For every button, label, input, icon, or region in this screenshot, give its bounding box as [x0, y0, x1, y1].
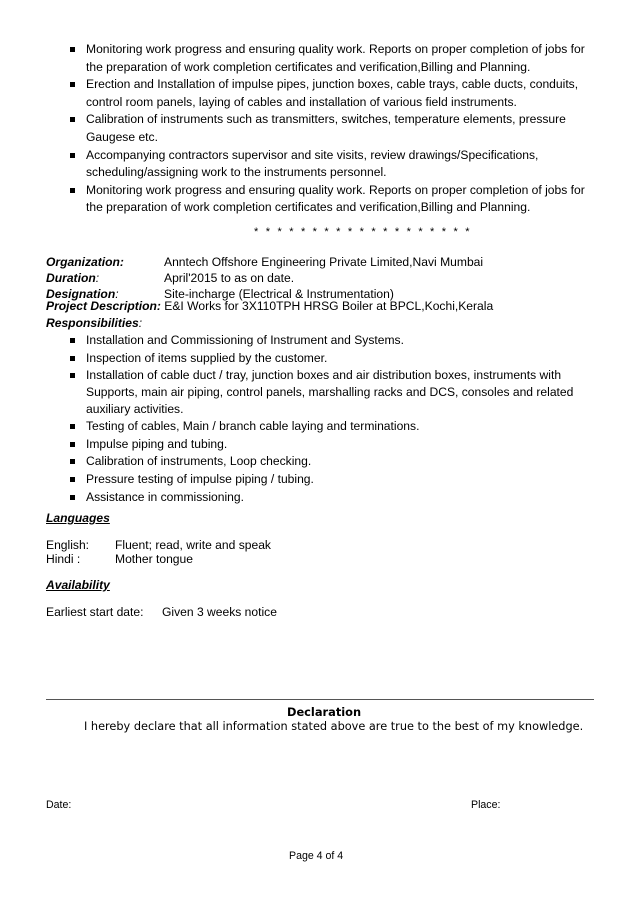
- list-item: Impulse piping and tubing.: [86, 436, 591, 453]
- designation-value: Site-incharge (Electrical & Instrumentation): [164, 287, 394, 301]
- duties-bullet-list: [86, 41, 596, 217]
- place-label: Place:: [471, 799, 501, 811]
- divider: [46, 699, 594, 700]
- list-item: Accompanying contractors supervisor and site visits, review drawings/Specifications, scheduling/assigning work to the instruments personnel.: [86, 147, 596, 182]
- responsibilities-list: [86, 332, 591, 506]
- availability-heading: Availability: [46, 578, 110, 592]
- designation-label: Designation:: [46, 287, 119, 301]
- list-item: Monitoring work progress and ensuring quality work. Reports on proper completion of jobs for the preparation of work completion certificates and verification,Billing and Planning.: [86, 182, 596, 217]
- list-item: Installation and Commissioning of Instrument and Systems.: [86, 332, 591, 349]
- list-item: Inspection of items supplied by the customer.: [86, 350, 591, 367]
- section-separator: * * * * * * * * * * * * * * * * * * *: [254, 226, 472, 238]
- declaration-heading: Declaration: [287, 705, 362, 719]
- list-item: Assistance in commissioning.: [86, 489, 591, 506]
- organization-label: Organization:: [46, 255, 124, 269]
- language-level: Fluent; read, write and speak: [115, 538, 271, 552]
- list-item: Monitoring work progress and ensuring quality work. Reports on proper completion of jobs for the preparation of work completion certificates and verification,Billing and Planning.: [86, 41, 596, 76]
- responsibilities-label: Responsibilities:: [46, 316, 143, 330]
- list-item: Installation of cable duct / tray, junction boxes and air distribution boxes, instruments with Supports, main air piping, control panels, marshalling racks and DCS, consoles and related auxiliary activities.: [86, 367, 591, 417]
- list-item: Erection and Installation of impulse pipes, junction boxes, cable trays, cable ducts, conduits, control room panels, laying of cables and installation of various field instruments.: [86, 76, 596, 111]
- language-name: English:: [46, 538, 90, 552]
- list-item: Testing of cables, Main / branch cable laying and terminations.: [86, 418, 591, 435]
- languages-heading: Languages: [46, 511, 110, 525]
- duration-value: April'2015 to as on date.: [164, 271, 295, 285]
- language-name: Hindi :: [46, 552, 81, 566]
- list-item: Calibration of instruments, Loop checking.: [86, 453, 591, 470]
- declaration-text: I hereby declare that all information stated above are true to the best of my knowledge.: [84, 720, 584, 733]
- duration-label: Duration:: [46, 271, 100, 285]
- project-description: Project Description: E&I Works for 3X110TPH HRSG Boiler at BPCL,Kochi,Kerala: [46, 299, 494, 313]
- list-item: Pressure testing of impulse piping / tubing.: [86, 471, 591, 488]
- list-item: Calibration of instruments such as transmitters, switches, temperature elements, pressure Gaugese etc.: [86, 111, 596, 146]
- date-label: Date:: [46, 799, 72, 811]
- organization-value: Anntech Offshore Engineering Private Limited,Navi Mumbai: [164, 255, 484, 269]
- language-level: Mother tongue: [115, 552, 193, 566]
- page-number: Page 4 of 4: [289, 850, 344, 862]
- project-label: Project Description: [46, 299, 157, 313]
- project-value: E&I Works for 3X110TPH HRSG Boiler at BPCL,Kochi,Kerala: [164, 299, 494, 313]
- start-date-value: Given 3 weeks notice: [162, 605, 277, 619]
- start-date-label: Earliest start date:: [46, 605, 144, 619]
